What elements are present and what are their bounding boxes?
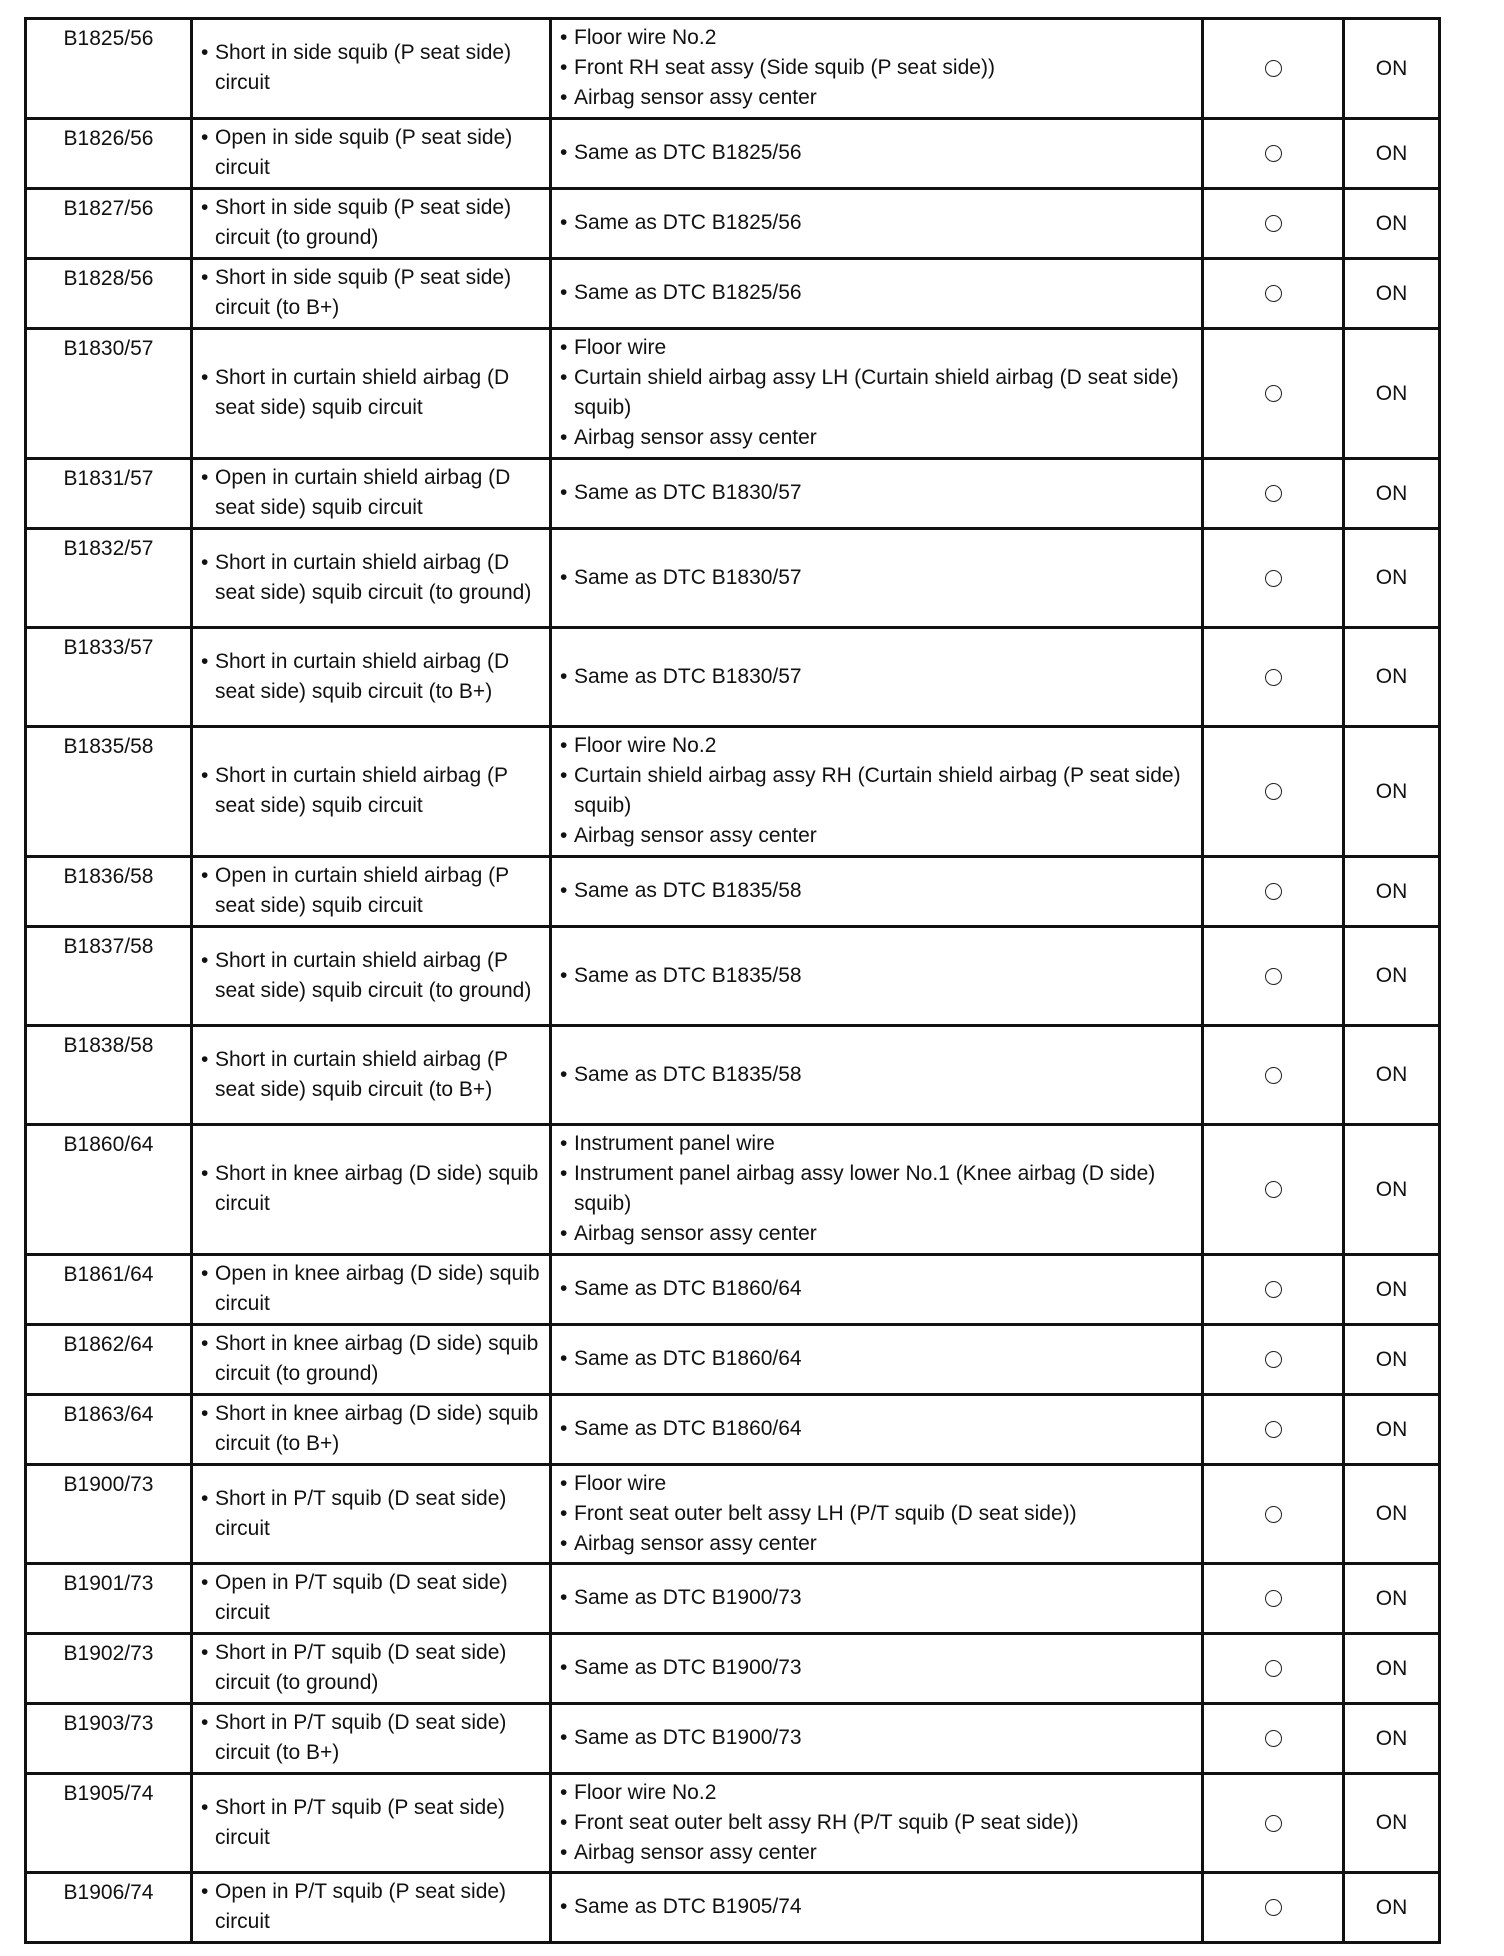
trouble-area-item: • Same as DTC B1860/64 — [560, 1274, 1193, 1304]
circle-icon — [1265, 1067, 1282, 1084]
detection-item-cell — [192, 1873, 551, 1943]
trouble-area-item: • Curtain shield airbag assy RH (Curtain shield airbag (P seat side) squib) — [560, 761, 1193, 821]
trouble-area-item: • Same as DTC B1830/57 — [560, 662, 1193, 692]
trouble-area-cell — [551, 1026, 1203, 1125]
circle-icon — [1265, 285, 1282, 302]
table-row — [26, 119, 1440, 189]
trouble-area-cell — [551, 628, 1203, 727]
detection-item-cell — [192, 1704, 551, 1774]
warning-light-cell: ON — [1344, 1255, 1440, 1325]
trouble-area-item: • Airbag sensor assy center — [560, 83, 1193, 113]
trouble-area-cell — [551, 529, 1203, 628]
table-row — [26, 1634, 1440, 1704]
trouble-area-item: • Front seat outer belt assy LH (P/T squib (D seat side)) — [560, 1499, 1193, 1529]
table-row — [26, 529, 1440, 628]
detection-item-cell — [192, 727, 551, 857]
check-mark-cell — [1203, 329, 1344, 459]
circle-icon — [1265, 145, 1282, 162]
circle-icon — [1265, 783, 1282, 800]
trouble-area-item: • Floor wire No.2 — [560, 1778, 1193, 1808]
warning-light-cell: ON — [1344, 1634, 1440, 1704]
trouble-area-cell — [551, 857, 1203, 927]
detection-item-text: • Open in curtain shield airbag (D seat side) squib circuit — [201, 463, 543, 523]
warning-light-cell: ON — [1344, 628, 1440, 727]
trouble-area-item: • Curtain shield airbag assy LH (Curtain shield airbag (D seat side) squib) — [560, 363, 1193, 423]
check-mark-cell — [1203, 1325, 1344, 1395]
dtc-code-cell: B1831/57 — [26, 459, 192, 529]
trouble-area-item: • Floor wire — [560, 1469, 1193, 1499]
dtc-code-cell: B1862/64 — [26, 1325, 192, 1395]
trouble-area-item: • Same as DTC B1860/64 — [560, 1344, 1193, 1374]
trouble-area-item: • Same as DTC B1825/56 — [560, 278, 1193, 308]
table-row — [26, 1465, 1440, 1564]
circle-icon — [1265, 1281, 1282, 1298]
trouble-area-item: • Same as DTC B1825/56 — [560, 138, 1193, 168]
circle-icon — [1265, 1815, 1282, 1832]
trouble-area-item: • Floor wire No.2 — [560, 731, 1193, 761]
dtc-code-cell: B1838/58 — [26, 1026, 192, 1125]
trouble-area-item: • Airbag sensor assy center — [560, 1529, 1193, 1559]
detection-item-text: • Short in P/T squib (D seat side) circuit — [201, 1484, 543, 1544]
check-mark-cell — [1203, 259, 1344, 329]
dtc-table — [24, 17, 1441, 1944]
table-row — [26, 459, 1440, 529]
dtc-code-cell: B1827/56 — [26, 189, 192, 259]
dtc-code-cell: B1828/56 — [26, 259, 192, 329]
detection-item-text: • Short in knee airbag (D side) squib circuit — [201, 1159, 543, 1219]
check-mark-cell — [1203, 1564, 1344, 1634]
check-mark-cell — [1203, 1873, 1344, 1943]
warning-light-cell: ON — [1344, 19, 1440, 119]
warning-light-cell: ON — [1344, 1395, 1440, 1465]
detection-item-cell — [192, 1255, 551, 1325]
warning-light-cell: ON — [1344, 927, 1440, 1026]
trouble-area-item: • Floor wire No.2 — [560, 23, 1193, 53]
warning-light-cell: ON — [1344, 329, 1440, 459]
detection-item-text: • Short in P/T squib (P seat side) circuit — [201, 1793, 543, 1853]
table-row — [26, 329, 1440, 459]
trouble-area-item: • Floor wire — [560, 333, 1193, 363]
trouble-area-item: • Instrument panel airbag assy lower No.1 (Knee airbag (D side) squib) — [560, 1159, 1193, 1219]
detection-item-text: • Short in curtain shield airbag (P seat side) squib circuit — [201, 761, 543, 821]
detection-item-cell — [192, 259, 551, 329]
warning-light-cell: ON — [1344, 1873, 1440, 1943]
trouble-area-cell — [551, 1125, 1203, 1255]
detection-item-text: • Short in curtain shield airbag (P seat side) squib circuit (to ground) — [201, 946, 543, 1006]
detection-item-cell — [192, 1395, 551, 1465]
circle-icon — [1265, 60, 1282, 77]
detection-item-text: • Open in curtain shield airbag (P seat side) squib circuit — [201, 861, 543, 921]
trouble-area-item: • Front RH seat assy (Side squib (P seat side)) — [560, 53, 1193, 83]
table-row — [26, 189, 1440, 259]
detection-item-cell — [192, 1564, 551, 1634]
trouble-area-cell — [551, 459, 1203, 529]
dtc-code-cell: B1825/56 — [26, 19, 192, 119]
detection-item-cell — [192, 329, 551, 459]
trouble-area-cell — [551, 119, 1203, 189]
trouble-area-cell — [551, 1704, 1203, 1774]
circle-icon — [1265, 669, 1282, 686]
warning-light-cell: ON — [1344, 1325, 1440, 1395]
circle-icon — [1265, 1421, 1282, 1438]
check-mark-cell — [1203, 927, 1344, 1026]
table-row — [26, 1395, 1440, 1465]
table-row — [26, 1873, 1440, 1943]
circle-icon — [1265, 570, 1282, 587]
table-row — [26, 727, 1440, 857]
detection-item-text: • Short in knee airbag (D side) squib circuit (to ground) — [201, 1329, 543, 1389]
circle-icon — [1265, 1660, 1282, 1677]
dtc-code-cell: B1906/74 — [26, 1873, 192, 1943]
dtc-table-body — [26, 19, 1440, 1943]
trouble-area-cell — [551, 1634, 1203, 1704]
check-mark-cell — [1203, 1704, 1344, 1774]
check-mark-cell — [1203, 189, 1344, 259]
table-row — [26, 857, 1440, 927]
detection-item-cell — [192, 459, 551, 529]
detection-item-cell — [192, 628, 551, 727]
check-mark-cell — [1203, 1465, 1344, 1564]
warning-light-cell: ON — [1344, 727, 1440, 857]
detection-item-text: • Short in curtain shield airbag (D seat side) squib circuit (to ground) — [201, 548, 543, 608]
check-mark-cell — [1203, 1125, 1344, 1255]
circle-icon — [1265, 1181, 1282, 1198]
trouble-area-item: • Same as DTC B1835/58 — [560, 876, 1193, 906]
check-mark-cell — [1203, 459, 1344, 529]
trouble-area-item: • Same as DTC B1825/56 — [560, 208, 1193, 238]
warning-light-cell: ON — [1344, 529, 1440, 628]
detection-item-text: • Open in side squib (P seat side) circuit — [201, 123, 543, 183]
circle-icon — [1265, 215, 1282, 232]
check-mark-cell — [1203, 628, 1344, 727]
trouble-area-cell — [551, 727, 1203, 857]
check-mark-cell — [1203, 857, 1344, 927]
trouble-area-item: • Same as DTC B1830/57 — [560, 478, 1193, 508]
circle-icon — [1265, 485, 1282, 502]
dtc-code-cell: B1861/64 — [26, 1255, 192, 1325]
table-row — [26, 19, 1440, 119]
table-row — [26, 1255, 1440, 1325]
dtc-code-cell: B1901/73 — [26, 1564, 192, 1634]
trouble-area-cell — [551, 19, 1203, 119]
trouble-area-cell — [551, 1325, 1203, 1395]
dtc-code-cell: B1837/58 — [26, 927, 192, 1026]
circle-icon — [1265, 1730, 1282, 1747]
dtc-code-cell: B1860/64 — [26, 1125, 192, 1255]
detection-item-cell — [192, 1125, 551, 1255]
table-row — [26, 628, 1440, 727]
trouble-area-item: • Instrument panel wire — [560, 1129, 1193, 1159]
trouble-area-cell — [551, 259, 1203, 329]
detection-item-text: • Open in knee airbag (D side) squib circuit — [201, 1259, 543, 1319]
dtc-code-cell: B1830/57 — [26, 329, 192, 459]
trouble-area-item: • Airbag sensor assy center — [560, 1219, 1193, 1249]
warning-light-cell: ON — [1344, 189, 1440, 259]
detection-item-text: • Short in side squib (P seat side) circuit (to ground) — [201, 193, 543, 253]
detection-item-cell — [192, 927, 551, 1026]
table-row — [26, 927, 1440, 1026]
dtc-code-cell: B1905/74 — [26, 1774, 192, 1873]
table-row — [26, 1026, 1440, 1125]
trouble-area-item: • Same as DTC B1900/73 — [560, 1583, 1193, 1613]
detection-item-text: • Short in side squib (P seat side) circuit (to B+) — [201, 263, 543, 323]
detection-item-cell — [192, 1026, 551, 1125]
warning-light-cell: ON — [1344, 1704, 1440, 1774]
check-mark-cell — [1203, 119, 1344, 189]
detection-item-cell — [192, 189, 551, 259]
detection-item-text: • Open in P/T squib (P seat side) circuit — [201, 1877, 543, 1937]
detection-item-cell — [192, 19, 551, 119]
warning-light-cell: ON — [1344, 1465, 1440, 1564]
detection-item-text: • Short in curtain shield airbag (D seat side) squib circuit (to B+) — [201, 647, 543, 707]
detection-item-cell — [192, 529, 551, 628]
check-mark-cell — [1203, 529, 1344, 628]
trouble-area-cell — [551, 1774, 1203, 1873]
warning-light-cell: ON — [1344, 119, 1440, 189]
dtc-code-cell: B1902/73 — [26, 1634, 192, 1704]
warning-light-cell: ON — [1344, 1564, 1440, 1634]
check-mark-cell — [1203, 1395, 1344, 1465]
trouble-area-item: • Same as DTC B1835/58 — [560, 961, 1193, 991]
dtc-code-cell: B1835/58 — [26, 727, 192, 857]
circle-icon — [1265, 1506, 1282, 1523]
detection-item-cell — [192, 1774, 551, 1873]
dtc-code-cell: B1826/56 — [26, 119, 192, 189]
check-mark-cell — [1203, 1255, 1344, 1325]
circle-icon — [1265, 1351, 1282, 1368]
circle-icon — [1265, 883, 1282, 900]
detection-item-text: • Short in knee airbag (D side) squib circuit (to B+) — [201, 1399, 543, 1459]
trouble-area-item: • Same as DTC B1860/64 — [560, 1414, 1193, 1444]
warning-light-cell: ON — [1344, 459, 1440, 529]
detection-item-text: • Short in side squib (P seat side) circuit — [201, 38, 543, 98]
detection-item-text: • Short in curtain shield airbag (P seat side) squib circuit (to B+) — [201, 1045, 543, 1105]
dtc-code-cell: B1903/73 — [26, 1704, 192, 1774]
detection-item-cell — [192, 1634, 551, 1704]
trouble-area-item: • Same as DTC B1905/74 — [560, 1892, 1193, 1922]
detection-item-cell — [192, 1465, 551, 1564]
trouble-area-item: • Same as DTC B1900/73 — [560, 1653, 1193, 1683]
dtc-code-cell: B1833/57 — [26, 628, 192, 727]
check-mark-cell — [1203, 727, 1344, 857]
dtc-code-cell: B1863/64 — [26, 1395, 192, 1465]
warning-light-cell: ON — [1344, 259, 1440, 329]
trouble-area-cell — [551, 189, 1203, 259]
warning-light-cell: ON — [1344, 857, 1440, 927]
detection-item-text: • Short in curtain shield airbag (D seat side) squib circuit — [201, 363, 543, 423]
table-row — [26, 1774, 1440, 1873]
trouble-area-cell — [551, 1255, 1203, 1325]
trouble-area-item: • Same as DTC B1830/57 — [560, 563, 1193, 593]
table-row — [26, 1564, 1440, 1634]
warning-light-cell: ON — [1344, 1774, 1440, 1873]
warning-light-cell: ON — [1344, 1026, 1440, 1125]
dtc-code-cell: B1836/58 — [26, 857, 192, 927]
circle-icon — [1265, 1590, 1282, 1607]
trouble-area-item: • Airbag sensor assy center — [560, 821, 1193, 851]
detection-item-text: • Short in P/T squib (D seat side) circuit (to B+) — [201, 1708, 543, 1768]
trouble-area-cell — [551, 329, 1203, 459]
trouble-area-cell — [551, 927, 1203, 1026]
check-mark-cell — [1203, 1026, 1344, 1125]
circle-icon — [1265, 968, 1282, 985]
detection-item-cell — [192, 119, 551, 189]
detection-item-text: • Short in P/T squib (D seat side) circuit (to ground) — [201, 1638, 543, 1698]
circle-icon — [1265, 385, 1282, 402]
check-mark-cell — [1203, 1774, 1344, 1873]
circle-icon — [1265, 1899, 1282, 1916]
detection-item-cell — [192, 857, 551, 927]
trouble-area-item: • Same as DTC B1835/58 — [560, 1060, 1193, 1090]
check-mark-cell — [1203, 19, 1344, 119]
trouble-area-cell — [551, 1564, 1203, 1634]
table-row — [26, 1704, 1440, 1774]
table-row — [26, 1125, 1440, 1255]
dtc-code-cell: B1900/73 — [26, 1465, 192, 1564]
detection-item-cell — [192, 1325, 551, 1395]
table-row — [26, 1325, 1440, 1395]
trouble-area-item: • Airbag sensor assy center — [560, 1838, 1193, 1868]
trouble-area-item: • Front seat outer belt assy RH (P/T squib (P seat side)) — [560, 1808, 1193, 1838]
trouble-area-item: • Same as DTC B1900/73 — [560, 1723, 1193, 1753]
check-mark-cell — [1203, 1634, 1344, 1704]
trouble-area-item: • Airbag sensor assy center — [560, 423, 1193, 453]
warning-light-cell: ON — [1344, 1125, 1440, 1255]
trouble-area-cell — [551, 1465, 1203, 1564]
dtc-code-cell: B1832/57 — [26, 529, 192, 628]
trouble-area-cell — [551, 1395, 1203, 1465]
detection-item-text: • Open in P/T squib (D seat side) circuit — [201, 1568, 543, 1628]
table-row — [26, 259, 1440, 329]
trouble-area-cell — [551, 1873, 1203, 1943]
